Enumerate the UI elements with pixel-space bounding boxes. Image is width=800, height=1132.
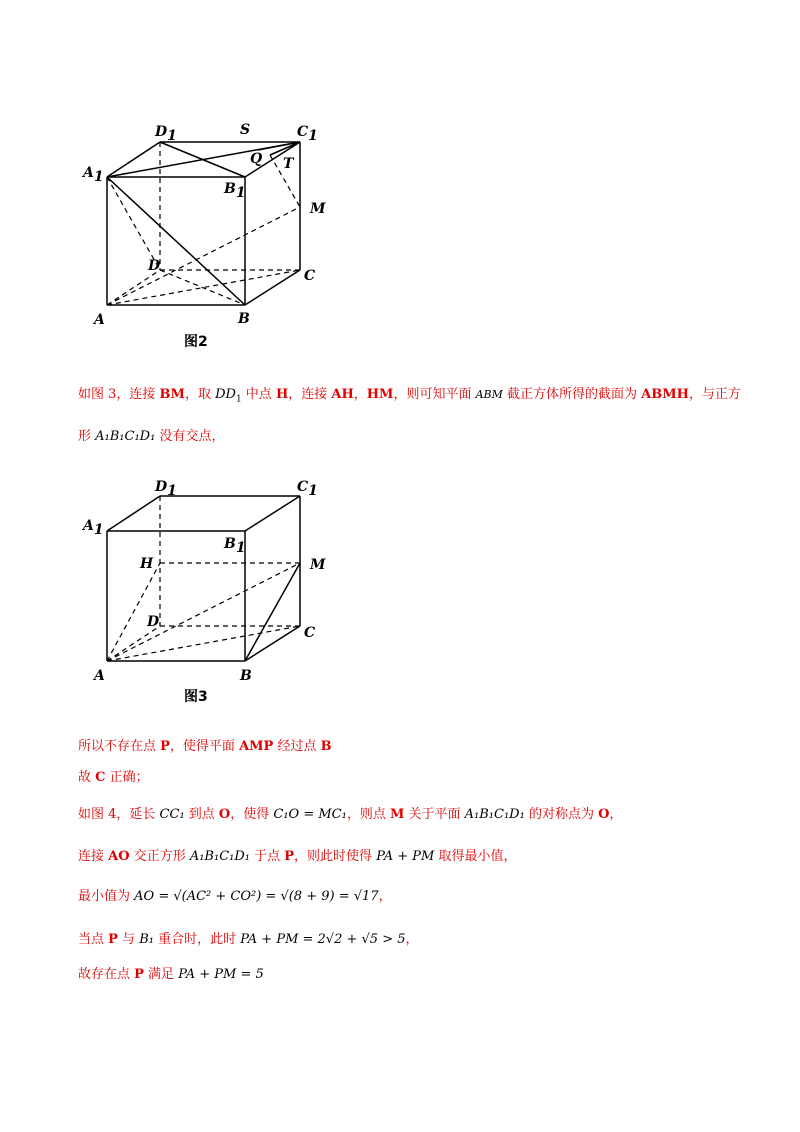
edge xyxy=(107,496,160,531)
label-H: H xyxy=(140,556,154,572)
label-A: A xyxy=(94,312,105,328)
label-D1: D1 xyxy=(155,479,177,499)
label-A1: A1 xyxy=(83,165,104,185)
figure-2-cube-diagram xyxy=(80,110,340,330)
label-C: C xyxy=(304,625,316,641)
label-C: C xyxy=(304,268,316,284)
paragraph-3: 所以不存在点 P，使得平面 AMP 经过点 B xyxy=(78,739,332,754)
edge xyxy=(245,270,300,305)
label-B1: B1 xyxy=(224,536,246,556)
paragraph-8: 当点 P 与 B₁ 重合时，此时 PA + PM = 2√2 + √5 > 5， xyxy=(78,932,419,947)
hidden-segment xyxy=(107,177,160,270)
edge xyxy=(245,496,300,531)
label-Q: Q xyxy=(250,151,263,167)
label-B1: B1 xyxy=(224,181,246,201)
segment xyxy=(160,142,245,177)
figure-2-caption: 图2 xyxy=(184,334,208,350)
paragraph-7: 最小值为 AO = √(AC² + CO²) = √(8 + 9) = √17， xyxy=(78,889,392,904)
paragraph-1-line-2: 形 A₁B₁C₁D₁ 没有交点， xyxy=(78,429,225,444)
hidden-segment-AM xyxy=(107,563,300,661)
label-M: M xyxy=(310,201,326,217)
paragraph-6: 连接 AO 交正方形 A₁B₁C₁D₁ 于点 P，则此时使得 PA + PM 取得最小值， xyxy=(78,849,517,864)
hidden-segment xyxy=(160,270,245,305)
label-T: T xyxy=(283,156,294,172)
hidden-segment-AC xyxy=(107,626,300,661)
label-A: A xyxy=(94,668,105,684)
figure-3-caption: 图3 xyxy=(184,689,208,705)
label-S: S xyxy=(240,122,251,138)
label-D: D xyxy=(148,258,161,274)
label-D: D xyxy=(147,614,160,630)
label-A1: A1 xyxy=(83,518,104,538)
edge xyxy=(245,626,300,661)
paragraph-9: 故存在点 P 满足 PA + PM = 5 xyxy=(78,967,264,982)
hidden-segment xyxy=(107,207,300,305)
label-B: B xyxy=(240,668,252,684)
label-C1: C1 xyxy=(297,479,318,499)
label-M: M xyxy=(310,557,326,573)
paragraph-5: 如图 4，延长 CC₁ 到点 O，使得 C₁O = MC₁，则点 M 关于平面 A₁B₁C₁D₁ 的对称点为 O， xyxy=(78,807,623,822)
segment-BM xyxy=(245,563,300,661)
label-B: B xyxy=(238,311,250,327)
paragraph-1-line-1: 如图 3，连接 BM，取 $DD_1$ 中点 H，连接 AH，HM，则可知平面 ABM 截正方体所得的截面为 ABMH，与正方 xyxy=(78,387,741,405)
figure-3-cube-diagram xyxy=(80,470,340,685)
segment xyxy=(270,142,300,155)
hidden-segment-AH xyxy=(107,563,160,661)
label-C1: C1 xyxy=(297,124,318,144)
paragraph-4: 故 C 正确； xyxy=(78,770,149,785)
label-D1: D1 xyxy=(155,124,177,144)
